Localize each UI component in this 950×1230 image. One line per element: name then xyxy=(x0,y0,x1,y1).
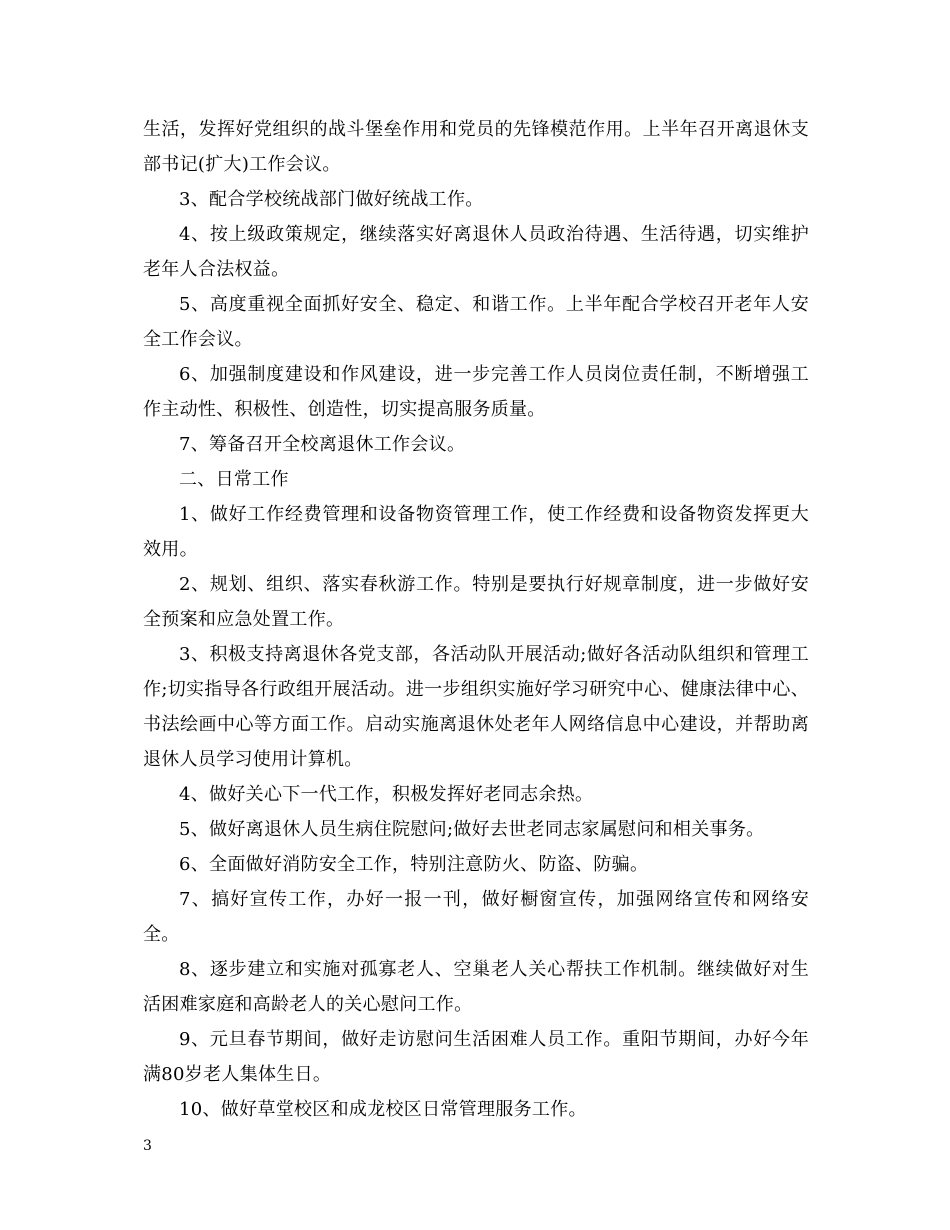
section-heading-daily-work: 二、日常工作 xyxy=(179,469,289,490)
daily-item-3: 3、积极支持离退休各党支部，各活动队开展活动;做好各活动队组织和管理工作;切实指导各行政组开展活动。进一步组织实施好学习研究中心、健康法律中心、书法绘画中心等方面工作。启动实施离退休处老年人网络信息中心建设，并帮助离退休人员学习使用计算机。 xyxy=(143,644,809,770)
paragraph-item-5: 5、高度重视全面抓好安全、稳定、和谐工作。上半年配合学校召开老年人安全工作会议。 xyxy=(143,294,809,350)
paragraph-item-3: 3、配合学校统战部门做好统战工作。 xyxy=(179,189,484,210)
paragraph-continuation: 生活，发挥好党组织的战斗堡垒作用和党员的先锋模范作用。上半年召开离退休支部书记(扩大)工作会议。 xyxy=(143,119,809,175)
page-body xyxy=(143,112,809,1127)
daily-item-10: 10、做好草堂校区和成龙校区日常管理服务工作。 xyxy=(179,1099,587,1120)
daily-item-6: 6、全面做好消防安全工作，特别注意防火、防盗、防骗。 xyxy=(179,854,649,875)
paragraph-item-4: 4、按上级政策规定，继续落实好离退休人员政治待遇、生活待遇，切实维护老年人合法权益。 xyxy=(143,224,809,280)
daily-item-9: 9、元旦春节期间，做好走访慰问生活困难人员工作。重阳节期间，办好今年满80岁老人集体生日。 xyxy=(143,1029,809,1085)
daily-item-5: 5、做好离退休人员生病住院慰问;做好去世老同志家属慰问和相关事务。 xyxy=(179,819,765,840)
daily-item-4: 4、做好关心下一代工作，积极发挥好老同志余热。 xyxy=(179,784,594,805)
paragraph-item-6: 6、加强制度建设和作风建设，进一步完善工作人员岗位责任制，不断增强工作主动性、积极性、创造性，切实提高服务质量。 xyxy=(143,364,809,420)
daily-item-7: 7、搞好宣传工作，办好一报一刊，做好橱窗宣传，加强网络宣传和网络安全。 xyxy=(143,889,809,945)
paragraph-item-7: 7、筹备召开全校离退休工作会议。 xyxy=(179,434,466,455)
page-number: 3 xyxy=(143,1138,152,1154)
daily-item-1: 1、做好工作经费管理和设备物资管理工作，使工作经费和设备物资发挥更大效用。 xyxy=(143,504,809,560)
daily-item-8: 8、逐步建立和实施对孤寡老人、空巢老人关心帮扶工作机制。继续做好对生活困难家庭和高龄老人的关心慰问工作。 xyxy=(143,959,809,1015)
daily-item-2: 2、规划、组织、落实春秋游工作。特别是要执行好规章制度，进一步做好安全预案和应急处置工作。 xyxy=(143,574,809,630)
